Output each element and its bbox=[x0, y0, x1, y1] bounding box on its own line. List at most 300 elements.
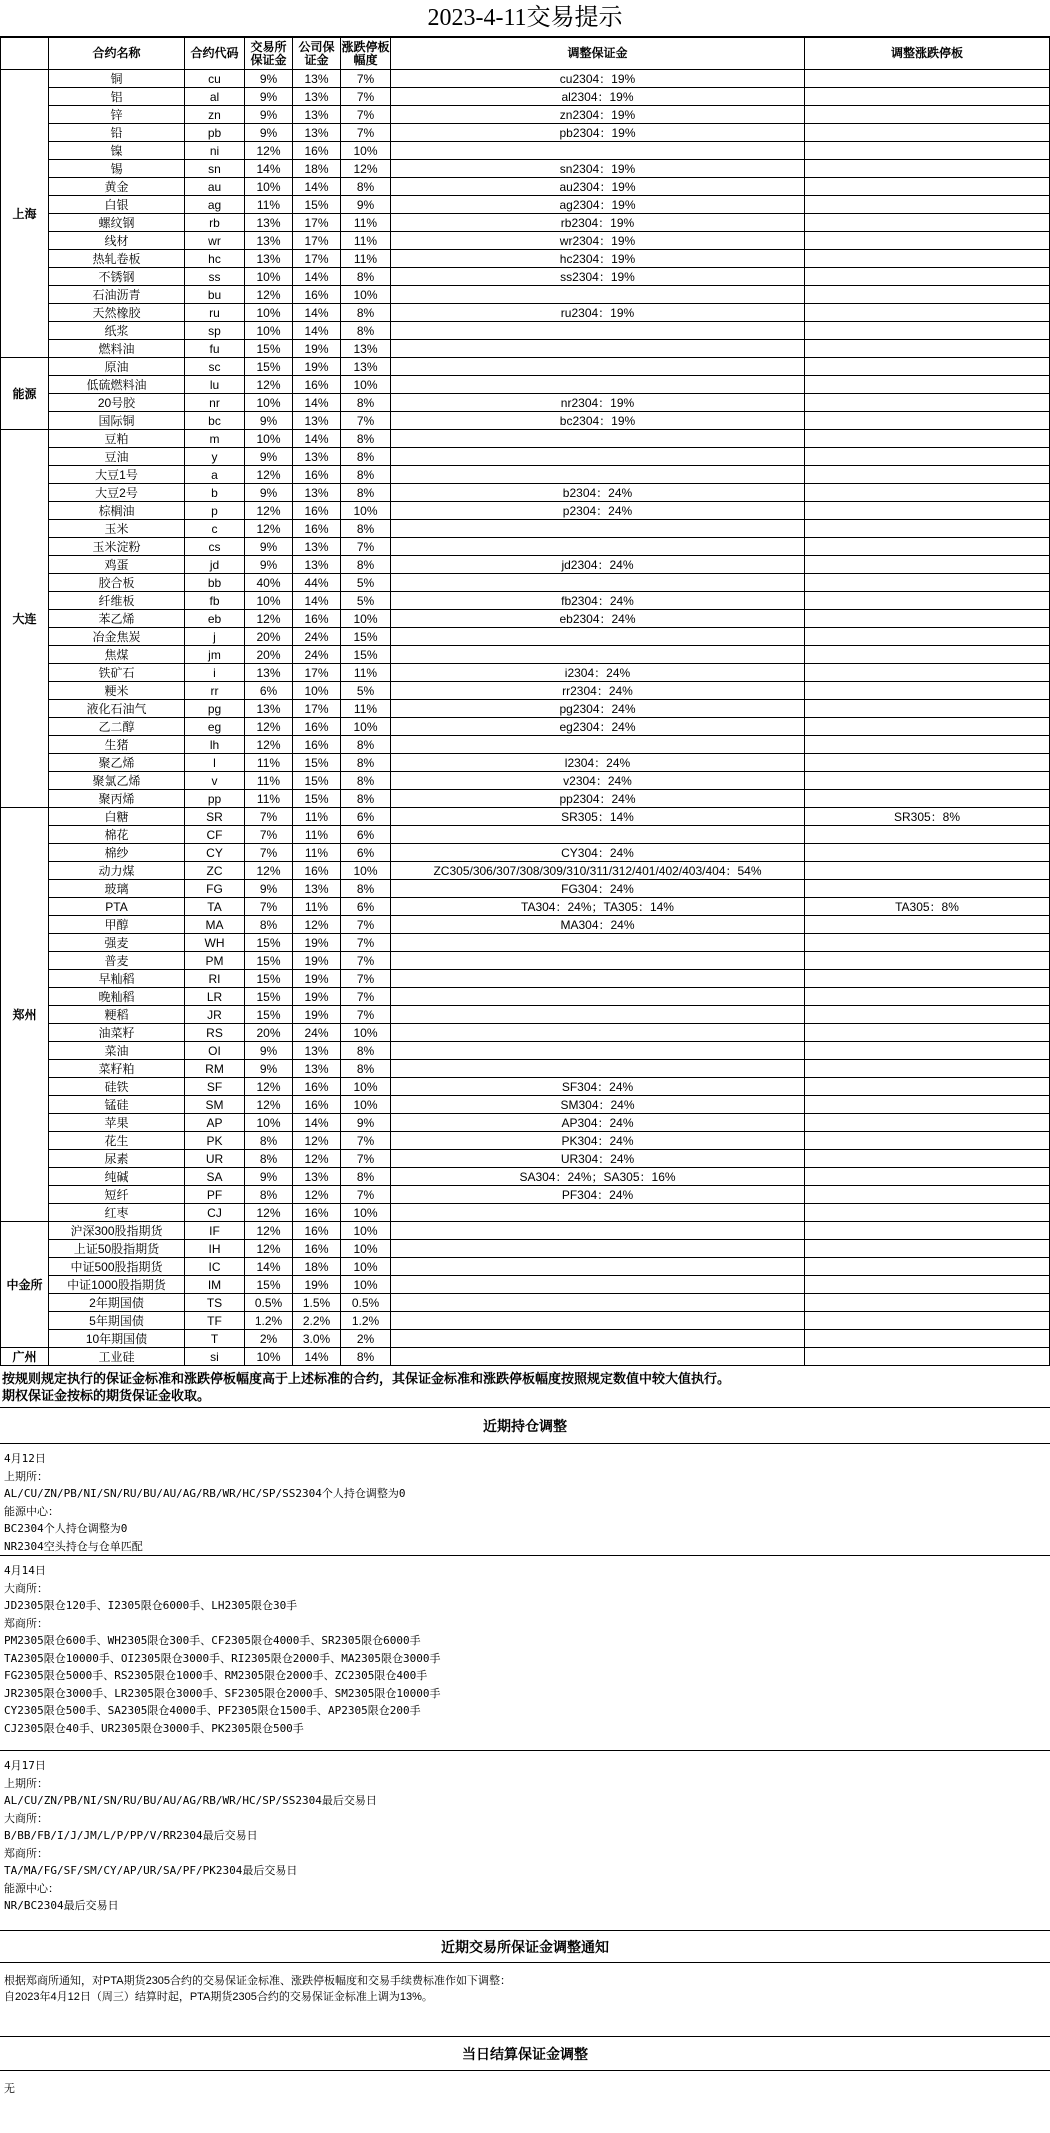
company-margin-cell: 16% bbox=[293, 610, 341, 628]
table-row bbox=[1, 574, 1050, 592]
table-row bbox=[1, 682, 1050, 700]
exchange-margin-cell: 12% bbox=[245, 1204, 293, 1222]
contract-name-cell: 油菜籽 bbox=[49, 1024, 185, 1042]
price-limit-cell: 0.5% bbox=[341, 1294, 391, 1312]
contract-name-cell: 乙二醇 bbox=[49, 718, 185, 736]
table-row bbox=[1, 844, 1050, 862]
adjusted-limit-cell bbox=[805, 106, 1050, 124]
contract-name-cell: 纸浆 bbox=[49, 322, 185, 340]
company-margin-cell: 13% bbox=[293, 88, 341, 106]
price-limit-cell: 8% bbox=[341, 394, 391, 412]
exchange-margin-cell: 9% bbox=[245, 1060, 293, 1078]
price-limit-cell: 7% bbox=[341, 88, 391, 106]
company-margin-cell: 10% bbox=[293, 682, 341, 700]
adjusted-limit-cell bbox=[805, 124, 1050, 142]
price-limit-cell: 10% bbox=[341, 1204, 391, 1222]
contract-code-cell: sp bbox=[185, 322, 245, 340]
company-margin-cell: 19% bbox=[293, 934, 341, 952]
company-margin-cell: 19% bbox=[293, 952, 341, 970]
company-margin-cell: 14% bbox=[293, 178, 341, 196]
table-row bbox=[1, 142, 1050, 160]
exchange-name-cell: 广州 bbox=[1, 1348, 49, 1366]
company-margin-cell: 16% bbox=[293, 1240, 341, 1258]
adjusted-margin-cell bbox=[391, 340, 805, 358]
position-adjust-line: BC2304个人持仓调整为0 bbox=[4, 1522, 128, 1535]
table-row bbox=[1, 1078, 1050, 1096]
table-row bbox=[1, 664, 1050, 682]
adjusted-margin-cell bbox=[391, 1276, 805, 1294]
adjusted-margin-cell: MA304：24% bbox=[391, 916, 805, 934]
adjusted-limit-cell bbox=[805, 1132, 1050, 1150]
contract-name-cell: 大豆2号 bbox=[49, 484, 185, 502]
company-margin-cell: 16% bbox=[293, 1222, 341, 1240]
price-limit-cell: 10% bbox=[341, 1258, 391, 1276]
position-adjust-line: TA2305限仓10000手、OI2305限仓3000手、RI2305限仓2000手、MA2305限仓3000手 bbox=[4, 1651, 441, 1665]
contract-code-cell: ZC bbox=[185, 862, 245, 880]
position-adjust-block-apr12 bbox=[0, 1444, 1050, 1556]
position-adjust-line: 郑商所： bbox=[4, 1846, 48, 1860]
table-row bbox=[1, 286, 1050, 304]
adjusted-limit-cell bbox=[805, 862, 1050, 880]
table-row bbox=[1, 610, 1050, 628]
company-margin-cell: 12% bbox=[293, 1186, 341, 1204]
price-limit-cell: 9% bbox=[341, 1114, 391, 1132]
table-row bbox=[1, 970, 1050, 988]
contract-code-cell: jm bbox=[185, 646, 245, 664]
contract-code-cell: CF bbox=[185, 826, 245, 844]
company-margin-cell: 14% bbox=[293, 430, 341, 448]
adjusted-limit-cell bbox=[805, 412, 1050, 430]
company-margin-cell: 18% bbox=[293, 1258, 341, 1276]
price-limit-cell: 7% bbox=[341, 106, 391, 124]
adjusted-limit-cell bbox=[805, 268, 1050, 286]
company-margin-cell: 14% bbox=[293, 394, 341, 412]
contract-name-cell: 棉花 bbox=[49, 826, 185, 844]
contract-code-cell: rr bbox=[185, 682, 245, 700]
company-margin-cell: 19% bbox=[293, 1006, 341, 1024]
table-row bbox=[1, 628, 1050, 646]
adjusted-margin-cell: cu2304：19% bbox=[391, 70, 805, 88]
exchange-margin-cell: 10% bbox=[245, 268, 293, 286]
adjusted-margin-cell bbox=[391, 628, 805, 646]
contract-name-cell: 尿素 bbox=[49, 1150, 185, 1168]
exchange-margin-cell: 9% bbox=[245, 412, 293, 430]
adjusted-margin-cell: fb2304：24% bbox=[391, 592, 805, 610]
exchange-margin-cell: 10% bbox=[245, 1348, 293, 1366]
adjusted-limit-cell bbox=[805, 340, 1050, 358]
price-limit-cell: 10% bbox=[341, 1024, 391, 1042]
table-row bbox=[1, 178, 1050, 196]
position-adjust-line: PM2305限仓600手、WH2305限仓300手、CF2305限仓4000手、SR2305限仓6000手 bbox=[4, 1634, 421, 1647]
contract-code-cell: lu bbox=[185, 376, 245, 394]
table-row bbox=[1, 772, 1050, 790]
header-company-margin: 公司保证金 bbox=[293, 38, 341, 70]
price-limit-cell: 8% bbox=[341, 790, 391, 808]
contract-name-cell: 菜籽粕 bbox=[49, 1060, 185, 1078]
price-limit-cell: 7% bbox=[341, 952, 391, 970]
contract-name-cell: 玉米淀粉 bbox=[49, 538, 185, 556]
adjusted-margin-cell: i2304：24% bbox=[391, 664, 805, 682]
exchange-margin-cell: 9% bbox=[245, 1042, 293, 1060]
price-limit-cell: 7% bbox=[341, 988, 391, 1006]
exchange-margin-cell: 12% bbox=[245, 1096, 293, 1114]
adjusted-margin-cell: FG304：24% bbox=[391, 880, 805, 898]
adjusted-margin-cell bbox=[391, 1024, 805, 1042]
contract-code-cell: i bbox=[185, 664, 245, 682]
table-row bbox=[1, 718, 1050, 736]
contract-code-cell: fb bbox=[185, 592, 245, 610]
adjusted-margin-cell: v2304：24% bbox=[391, 772, 805, 790]
position-adjust-block-apr14 bbox=[0, 1556, 1050, 1751]
contract-code-cell: l bbox=[185, 754, 245, 772]
adjusted-margin-cell bbox=[391, 1042, 805, 1060]
price-limit-cell: 7% bbox=[341, 538, 391, 556]
company-margin-cell: 1.5% bbox=[293, 1294, 341, 1312]
price-limit-cell: 8% bbox=[341, 448, 391, 466]
adjusted-margin-cell bbox=[391, 646, 805, 664]
contract-code-cell: JR bbox=[185, 1006, 245, 1024]
adjusted-margin-cell: CY304：24% bbox=[391, 844, 805, 862]
exchange-margin-cell: 8% bbox=[245, 916, 293, 934]
price-limit-cell: 10% bbox=[341, 610, 391, 628]
adjusted-margin-cell bbox=[391, 1006, 805, 1024]
exchange-margin-cell: 15% bbox=[245, 952, 293, 970]
company-margin-cell: 16% bbox=[293, 142, 341, 160]
company-margin-cell: 16% bbox=[293, 718, 341, 736]
adjusted-limit-cell bbox=[805, 826, 1050, 844]
exchange-margin-cell: 10% bbox=[245, 1114, 293, 1132]
contract-code-cell: CY bbox=[185, 844, 245, 862]
contract-name-cell: 铜 bbox=[49, 70, 185, 88]
price-limit-cell: 7% bbox=[341, 412, 391, 430]
position-adjust-line: 上期所： bbox=[4, 1469, 48, 1483]
exchange-margin-cell: 9% bbox=[245, 538, 293, 556]
adjusted-limit-cell bbox=[805, 1114, 1050, 1132]
header-adjusted-margin: 调整保证金 bbox=[391, 38, 805, 70]
contract-name-cell: 红枣 bbox=[49, 1204, 185, 1222]
contract-code-cell: PF bbox=[185, 1186, 245, 1204]
contract-name-cell: 热轧卷板 bbox=[49, 250, 185, 268]
contract-name-cell: 苹果 bbox=[49, 1114, 185, 1132]
contract-name-cell: 生猪 bbox=[49, 736, 185, 754]
company-margin-cell: 2.2% bbox=[293, 1312, 341, 1330]
table-row bbox=[1, 88, 1050, 106]
table-row bbox=[1, 754, 1050, 772]
position-adjust-line: AL/CU/ZN/PB/NI/SN/RU/BU/AU/AG/RB/WR/HC/SP/SS2304个人持仓调整为0 bbox=[4, 1487, 406, 1500]
table-row bbox=[1, 790, 1050, 808]
exchange-margin-cell: 20% bbox=[245, 1024, 293, 1042]
exchange-margin-cell: 8% bbox=[245, 1132, 293, 1150]
table-row bbox=[1, 538, 1050, 556]
contract-code-cell: p bbox=[185, 502, 245, 520]
adjusted-margin-cell bbox=[391, 1258, 805, 1276]
contract-code-cell: ni bbox=[185, 142, 245, 160]
contract-code-cell: pp bbox=[185, 790, 245, 808]
contract-name-cell: 冶金焦炭 bbox=[49, 628, 185, 646]
contract-name-cell: 燃料油 bbox=[49, 340, 185, 358]
price-limit-cell: 1.2% bbox=[341, 1312, 391, 1330]
contract-name-cell: 纯碱 bbox=[49, 1168, 185, 1186]
company-margin-cell: 14% bbox=[293, 1114, 341, 1132]
adjusted-limit-cell bbox=[805, 1006, 1050, 1024]
adjusted-limit-cell bbox=[805, 322, 1050, 340]
contract-name-cell: 动力煤 bbox=[49, 862, 185, 880]
contract-code-cell: ag bbox=[185, 196, 245, 214]
adjusted-limit-cell bbox=[805, 358, 1050, 376]
contract-name-cell: 硅铁 bbox=[49, 1078, 185, 1096]
adjusted-margin-cell: ru2304：19% bbox=[391, 304, 805, 322]
contract-code-cell: y bbox=[185, 448, 245, 466]
settlement-body: 无 bbox=[4, 2083, 15, 2095]
contract-name-cell: 2年期国债 bbox=[49, 1294, 185, 1312]
contract-code-cell: eg bbox=[185, 718, 245, 736]
price-limit-cell: 8% bbox=[341, 178, 391, 196]
contract-code-cell: CJ bbox=[185, 1204, 245, 1222]
price-limit-cell: 7% bbox=[341, 916, 391, 934]
table-row bbox=[1, 592, 1050, 610]
price-limit-cell: 8% bbox=[341, 430, 391, 448]
price-limit-cell: 8% bbox=[341, 268, 391, 286]
contract-name-cell: 黄金 bbox=[49, 178, 185, 196]
adjusted-limit-cell bbox=[805, 844, 1050, 862]
table-row bbox=[1, 1168, 1050, 1186]
price-limit-cell: 10% bbox=[341, 1276, 391, 1294]
exchange-name-cell: 大连 bbox=[1, 430, 49, 808]
company-margin-cell: 13% bbox=[293, 106, 341, 124]
adjusted-limit-cell bbox=[805, 1258, 1050, 1276]
exchange-name-cell: 上海 bbox=[1, 70, 49, 358]
exchange-margin-cell: 13% bbox=[245, 700, 293, 718]
adjusted-limit-cell bbox=[805, 286, 1050, 304]
position-adjust-line: AL/CU/ZN/PB/NI/SN/RU/BU/AU/AG/RB/WR/HC/SP/SS2304最后交易日 bbox=[4, 1794, 377, 1807]
position-adjust-line: 能源中心： bbox=[4, 1881, 59, 1895]
exchange-margin-cell: 13% bbox=[245, 664, 293, 682]
company-margin-cell: 17% bbox=[293, 232, 341, 250]
contract-code-cell: MA bbox=[185, 916, 245, 934]
rules-note-line: 按规则规定执行的保证金标准和涨跌停板幅度高于上述标准的合约，其保证金标准和涨跌停板幅度按照规定数值中较大值执行。 bbox=[2, 1371, 731, 1386]
adjusted-limit-cell bbox=[805, 376, 1050, 394]
table-row bbox=[1, 466, 1050, 484]
company-margin-cell: 17% bbox=[293, 700, 341, 718]
price-limit-cell: 8% bbox=[341, 484, 391, 502]
company-margin-cell: 44% bbox=[293, 574, 341, 592]
company-margin-cell: 11% bbox=[293, 844, 341, 862]
company-margin-cell: 13% bbox=[293, 448, 341, 466]
price-limit-cell: 10% bbox=[341, 286, 391, 304]
table-row bbox=[1, 1222, 1050, 1240]
header-exchange bbox=[1, 38, 49, 70]
company-margin-cell: 17% bbox=[293, 664, 341, 682]
price-limit-cell: 10% bbox=[341, 142, 391, 160]
exchange-margin-cell: 11% bbox=[245, 196, 293, 214]
price-limit-cell: 8% bbox=[341, 1042, 391, 1060]
adjusted-limit-cell bbox=[805, 250, 1050, 268]
price-limit-cell: 15% bbox=[341, 628, 391, 646]
contract-code-cell: nr bbox=[185, 394, 245, 412]
exchange-margin-cell: 12% bbox=[245, 736, 293, 754]
company-margin-cell: 12% bbox=[293, 1132, 341, 1150]
contract-name-cell: 花生 bbox=[49, 1132, 185, 1150]
contract-name-cell: 菜油 bbox=[49, 1042, 185, 1060]
contract-name-cell: 锌 bbox=[49, 106, 185, 124]
price-limit-cell: 7% bbox=[341, 1006, 391, 1024]
position-adjust-line: JR2305限仓3000手、LR2305限仓3000手、SF2305限仓2000手、SM2305限仓10000手 bbox=[4, 1686, 441, 1700]
company-margin-cell: 12% bbox=[293, 1150, 341, 1168]
contract-code-cell: j bbox=[185, 628, 245, 646]
adjusted-limit-cell bbox=[805, 754, 1050, 772]
contract-name-cell: 工业硅 bbox=[49, 1348, 185, 1366]
exchange-margin-cell: 10% bbox=[245, 304, 293, 322]
table-row bbox=[1, 808, 1050, 826]
contract-code-cell: RI bbox=[185, 970, 245, 988]
exchange-margin-cell: 40% bbox=[245, 574, 293, 592]
contract-name-cell: 铝 bbox=[49, 88, 185, 106]
company-margin-cell: 12% bbox=[293, 916, 341, 934]
contract-code-cell: OI bbox=[185, 1042, 245, 1060]
adjusted-margin-cell: rr2304：24% bbox=[391, 682, 805, 700]
margin-notice-heading: 近期交易所保证金调整通知 bbox=[0, 1931, 1050, 1963]
price-limit-cell: 8% bbox=[341, 466, 391, 484]
company-margin-cell: 19% bbox=[293, 1276, 341, 1294]
company-margin-cell: 16% bbox=[293, 502, 341, 520]
adjusted-margin-cell: SR305：14% bbox=[391, 808, 805, 826]
contract-code-cell: WH bbox=[185, 934, 245, 952]
contract-code-cell: SF bbox=[185, 1078, 245, 1096]
price-limit-cell: 10% bbox=[341, 1240, 391, 1258]
table-row bbox=[1, 268, 1050, 286]
table-row bbox=[1, 1186, 1050, 1204]
adjusted-margin-cell: ss2304：19% bbox=[391, 268, 805, 286]
contract-name-cell: 沪深300股指期货 bbox=[49, 1222, 185, 1240]
price-limit-cell: 7% bbox=[341, 124, 391, 142]
contract-code-cell: bu bbox=[185, 286, 245, 304]
contract-code-cell: bb bbox=[185, 574, 245, 592]
contract-code-cell: sc bbox=[185, 358, 245, 376]
adjusted-limit-cell bbox=[805, 178, 1050, 196]
adjusted-margin-cell bbox=[391, 1060, 805, 1078]
company-margin-cell: 15% bbox=[293, 790, 341, 808]
company-margin-cell: 18% bbox=[293, 160, 341, 178]
company-margin-cell: 15% bbox=[293, 754, 341, 772]
adjusted-margin-cell: rb2304：19% bbox=[391, 214, 805, 232]
position-adjust-line: 上期所： bbox=[4, 1776, 48, 1790]
exchange-margin-cell: 9% bbox=[245, 88, 293, 106]
exchange-margin-cell: 9% bbox=[245, 70, 293, 88]
contract-code-cell: eb bbox=[185, 610, 245, 628]
contract-code-cell: IF bbox=[185, 1222, 245, 1240]
table-row bbox=[1, 232, 1050, 250]
contract-name-cell: 短纤 bbox=[49, 1186, 185, 1204]
contract-code-cell: cs bbox=[185, 538, 245, 556]
contract-code-cell: SA bbox=[185, 1168, 245, 1186]
adjusted-margin-cell bbox=[391, 538, 805, 556]
adjusted-limit-cell bbox=[805, 448, 1050, 466]
contract-code-cell: pb bbox=[185, 124, 245, 142]
adjusted-limit-cell bbox=[805, 1024, 1050, 1042]
adjusted-margin-cell bbox=[391, 1240, 805, 1258]
contract-code-cell: zn bbox=[185, 106, 245, 124]
contract-name-cell: 晚籼稻 bbox=[49, 988, 185, 1006]
adjusted-limit-cell: SR305：8% bbox=[805, 808, 1050, 826]
adjusted-margin-cell bbox=[391, 520, 805, 538]
table-row bbox=[1, 1240, 1050, 1258]
contract-code-cell: IH bbox=[185, 1240, 245, 1258]
exchange-margin-cell: 12% bbox=[245, 376, 293, 394]
adjusted-limit-cell bbox=[805, 574, 1050, 592]
adjusted-limit-cell bbox=[805, 1204, 1050, 1222]
price-limit-cell: 10% bbox=[341, 1096, 391, 1114]
adjusted-margin-cell: PF304：24% bbox=[391, 1186, 805, 1204]
contract-name-cell: 强麦 bbox=[49, 934, 185, 952]
price-limit-cell: 7% bbox=[341, 1132, 391, 1150]
adjusted-limit-cell bbox=[805, 1294, 1050, 1312]
adjusted-limit-cell bbox=[805, 934, 1050, 952]
price-limit-cell: 8% bbox=[341, 736, 391, 754]
exchange-margin-cell: 12% bbox=[245, 1240, 293, 1258]
contract-name-cell: 石油沥青 bbox=[49, 286, 185, 304]
company-margin-cell: 13% bbox=[293, 1168, 341, 1186]
contract-name-cell: 胶合板 bbox=[49, 574, 185, 592]
position-adjust-line: 4月14日 bbox=[4, 1564, 46, 1577]
adjusted-limit-cell bbox=[805, 682, 1050, 700]
header-contract-code: 合约代码 bbox=[185, 38, 245, 70]
company-margin-cell: 13% bbox=[293, 1060, 341, 1078]
position-adjust-line: CJ2305限仓40手、UR2305限仓3000手、PK2305限仓500手 bbox=[4, 1721, 304, 1735]
adjusted-limit-cell bbox=[805, 610, 1050, 628]
table-row bbox=[1, 124, 1050, 142]
table-row bbox=[1, 862, 1050, 880]
adjusted-margin-cell: SF304：24% bbox=[391, 1078, 805, 1096]
adjusted-limit-cell bbox=[805, 142, 1050, 160]
exchange-margin-cell: 14% bbox=[245, 1258, 293, 1276]
price-limit-cell: 13% bbox=[341, 340, 391, 358]
contract-name-cell: 棉纱 bbox=[49, 844, 185, 862]
adjusted-margin-cell: p2304：24% bbox=[391, 502, 805, 520]
adjusted-limit-cell bbox=[805, 790, 1050, 808]
exchange-margin-cell: 9% bbox=[245, 124, 293, 142]
price-limit-cell: 11% bbox=[341, 232, 391, 250]
contract-name-cell: 国际铜 bbox=[49, 412, 185, 430]
exchange-margin-cell: 20% bbox=[245, 628, 293, 646]
table-row bbox=[1, 1330, 1050, 1348]
company-margin-cell: 3.0% bbox=[293, 1330, 341, 1348]
adjusted-limit-cell bbox=[805, 520, 1050, 538]
contract-code-cell: PK bbox=[185, 1132, 245, 1150]
company-margin-cell: 19% bbox=[293, 340, 341, 358]
exchange-margin-cell: 9% bbox=[245, 1168, 293, 1186]
adjusted-limit-cell bbox=[805, 1078, 1050, 1096]
company-margin-cell: 13% bbox=[293, 124, 341, 142]
header-exchange-margin: 交易所保证金 bbox=[245, 38, 293, 70]
margin-notice-body bbox=[0, 1963, 1050, 2037]
contract-name-cell: 原油 bbox=[49, 358, 185, 376]
company-margin-cell: 24% bbox=[293, 628, 341, 646]
adjusted-margin-cell: zn2304：19% bbox=[391, 106, 805, 124]
adjusted-limit-cell bbox=[805, 556, 1050, 574]
exchange-margin-cell: 13% bbox=[245, 250, 293, 268]
exchange-margin-cell: 6% bbox=[245, 682, 293, 700]
exchange-name-cell: 能源 bbox=[1, 358, 49, 430]
adjusted-limit-cell bbox=[805, 1240, 1050, 1258]
company-margin-cell: 11% bbox=[293, 898, 341, 916]
table-row bbox=[1, 826, 1050, 844]
adjusted-limit-cell bbox=[805, 1276, 1050, 1294]
position-adjust-line: 大商所： bbox=[4, 1581, 48, 1595]
exchange-margin-cell: 15% bbox=[245, 988, 293, 1006]
contract-name-cell: 粳稻 bbox=[49, 1006, 185, 1024]
adjusted-limit-cell bbox=[805, 538, 1050, 556]
table-row bbox=[1, 448, 1050, 466]
